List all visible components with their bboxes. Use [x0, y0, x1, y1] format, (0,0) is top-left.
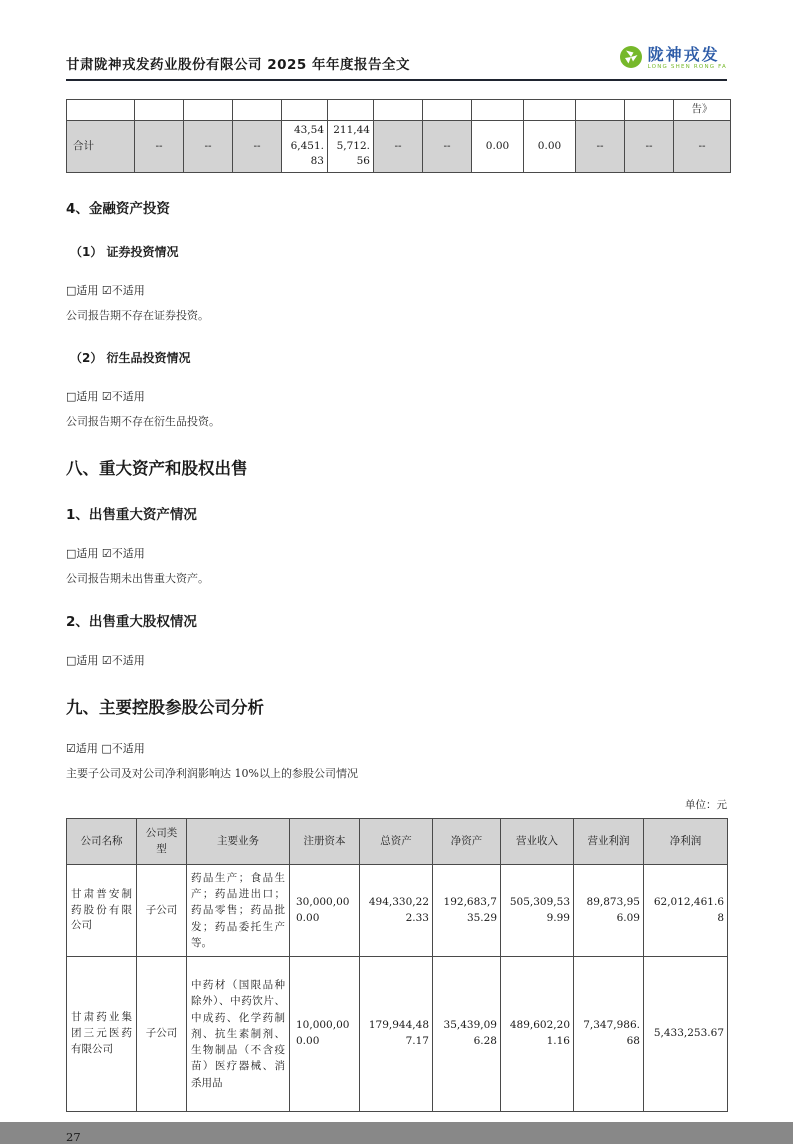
table-cell: [67, 100, 135, 121]
column-header-revenue: 营业收入: [501, 819, 574, 865]
total-label-cell: 合计: [67, 120, 135, 172]
heading-major-equity-sale: 2、出售重大股权情况: [66, 614, 197, 630]
cell-company-type: 子公司: [137, 957, 187, 1112]
page-number: 27: [66, 1130, 81, 1144]
table-cell: --: [184, 120, 233, 172]
table-cell-amount: 0.00: [524, 120, 576, 172]
cell-company-name: 甘肃普安制药股份有限公司: [67, 865, 137, 957]
total-row: [67, 120, 731, 172]
table-header-row: [67, 819, 728, 865]
heading-financial-asset-investment: 4、金融资产投资: [66, 201, 170, 217]
cell-revenue: 489,602,201.16: [501, 957, 574, 1112]
subsidiaries-intro-text: 主要子公司及对公司净利润影响达 10%以上的参股公司情况: [66, 767, 358, 780]
note-text: 公司报告期未出售重大资产。: [66, 572, 209, 585]
cell-revenue: 505,309,539.99: [501, 865, 574, 957]
column-header-company-type: 公司类型: [137, 819, 187, 865]
table-cell: --: [576, 120, 625, 172]
table-cell: [282, 100, 328, 121]
table-cell: [328, 100, 374, 121]
table-cell: --: [135, 120, 184, 172]
table-cell: --: [625, 120, 674, 172]
column-header-main-business: 主要业务: [187, 819, 290, 865]
cell-operating-profit: 7,347,986.68: [574, 957, 644, 1112]
report-title: 甘肃陇神戎发药业股份有限公司 2025 年年度报告全文: [66, 57, 410, 73]
table-cell-carryover-text: 告》: [674, 100, 731, 121]
carryover-summary-table: [66, 99, 731, 173]
page-header: [66, 45, 727, 81]
applicability-line: □适用 ☑不适用: [66, 390, 145, 403]
note-text: 公司报告期不存在衍生品投资。: [66, 415, 220, 428]
table-cell: [524, 100, 576, 121]
table-cell-amount: 0.00: [472, 120, 524, 172]
cell-operating-profit: 89,873,956.09: [574, 865, 644, 957]
column-header-total-assets: 总资产: [360, 819, 433, 865]
table-cell: --: [374, 120, 423, 172]
cell-main-business: 中药材（国限品种除外）、中药饮片、中成药、化学药制剂、抗生素制剂、生物制品（不含疫苗）医疗器械、消杀用品: [187, 957, 290, 1112]
applicability-line: ☑适用 □不适用: [66, 742, 145, 755]
table-cell: [576, 100, 625, 121]
cell-main-business: 药品生产；食品生产；药品进出口；药品零售；药品批发；药品委托生产等。: [187, 865, 290, 957]
heading-major-asset-equity-sale: 八、重大资产和股权出售: [66, 459, 248, 478]
heading-derivatives-investment: （2） 衍生品投资情况: [70, 351, 191, 365]
cell-net-assets: 192,683,735.29: [433, 865, 501, 957]
note-text: 公司报告期不存在证券投资。: [66, 309, 209, 322]
table-cell-amount: 43,546,451.83: [282, 120, 328, 172]
applicability-line: □适用 ☑不适用: [66, 547, 145, 560]
pinwheel-logo-icon: [619, 45, 643, 73]
cell-total-assets: 494,330,222.33: [360, 865, 433, 957]
table-cell: [233, 100, 282, 121]
applicability-line: □适用 ☑不适用: [66, 654, 145, 667]
heading-major-asset-sale: 1、出售重大资产情况: [66, 507, 197, 523]
logo-text-block: [648, 47, 727, 71]
cell-net-assets: 35,439,096.28: [433, 957, 501, 1112]
logo-name-cn: 陇神戎发: [647, 45, 720, 65]
table-cell: --: [674, 120, 731, 172]
cell-company-name: 甘肃药业集团三元医药有限公司: [67, 957, 137, 1112]
column-header-registered-capital: 注册资本: [290, 819, 360, 865]
heading-securities-investment: （1） 证券投资情况: [70, 245, 179, 259]
table-cell: [374, 100, 423, 121]
logo-name-en: LONG SHEN RONG FA: [647, 64, 727, 71]
cell-net-profit: 5,433,253.67: [644, 957, 728, 1112]
table-cell: [135, 100, 184, 121]
table-row: [67, 100, 731, 121]
cell-net-profit: 62,012,461.68: [644, 865, 728, 957]
table-row-subsidiary: [67, 957, 728, 1112]
table-cell-amount: 211,445,712.56: [328, 120, 374, 172]
unit-label: 单位：元: [685, 799, 727, 811]
company-logo: [619, 45, 727, 73]
column-header-net-profit: 净利润: [644, 819, 728, 865]
subsidiaries-table: [66, 818, 728, 1112]
table-cell: --: [233, 120, 282, 172]
cell-registered-capital: 10,000,000.00: [290, 957, 360, 1112]
heading-subsidiaries-analysis: 九、主要控股参股公司分析: [66, 698, 264, 717]
column-header-company-name: 公司名称: [67, 819, 137, 865]
applicability-line: □适用 ☑不适用: [66, 284, 145, 297]
table-cell: [472, 100, 524, 121]
cell-total-assets: 179,944,487.17: [360, 957, 433, 1112]
table-row-subsidiary: [67, 865, 728, 957]
table-cell: [423, 100, 472, 121]
table-cell: [184, 100, 233, 121]
column-header-operating-profit: 营业利润: [574, 819, 644, 865]
cell-company-type: 子公司: [137, 865, 187, 957]
column-header-net-assets: 净资产: [433, 819, 501, 865]
cell-registered-capital: 30,000,000.00: [290, 865, 360, 957]
table-cell: --: [423, 120, 472, 172]
table-cell: [625, 100, 674, 121]
